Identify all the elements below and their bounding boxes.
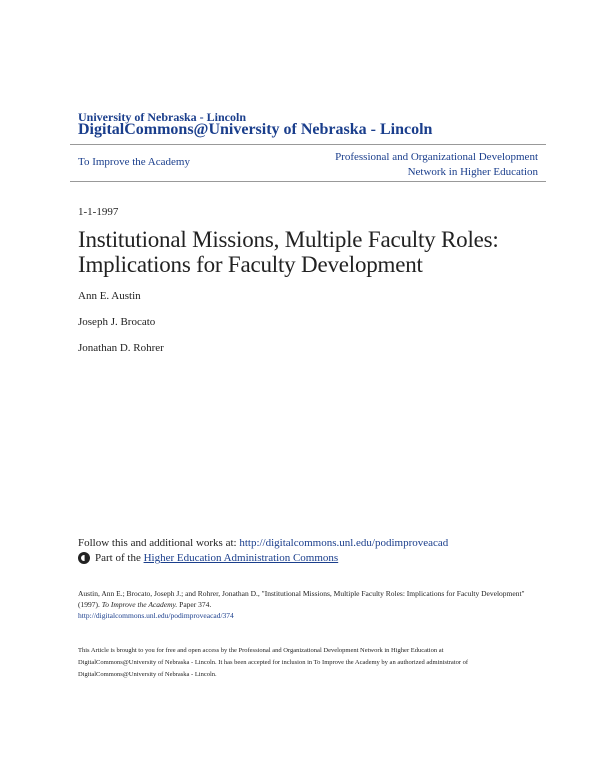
paper-title-line1: Institutional Missions, Multiple Faculty Roles: [78,227,499,252]
citation-url-link[interactable]: http://digitalcommons.unl.edu/podimproveacad/374 [78,611,234,620]
network-link-line1[interactable]: Professional and Organizational Development [335,151,538,163]
citation-paper-no: Paper 374. [179,600,212,609]
part-prefix: Part of the [95,552,141,564]
author-1: Ann E. Austin [78,290,141,302]
author-2: Joseph J. Brocato [78,316,156,328]
divider-bottom [70,181,546,182]
paper-title-line2: Implications for Faculty Development [78,252,423,277]
series-link[interactable]: To Improve the Academy [78,156,190,168]
follow-prefix: Follow this and additional works at: [78,537,240,549]
part-of-line [78,552,338,564]
commons-icon [78,552,90,564]
notice-line3: DigitalCommons@University of Nebraska - Lincoln. [78,671,217,678]
recommended-citation [78,588,528,621]
citation-text: Austin, Ann E.; Brocato, Joseph J.; and Rohrer, Jonathan D., "Institutional Missions, Multiple Faculty Roles: Implications for Faculty Development" (1997). [78,589,525,609]
network-link-line2[interactable]: Network in Higher Education [407,166,538,178]
follow-url-link[interactable]: http://digitalcommons.unl.edu/podimproveacad [239,537,449,549]
publication-date: 1-1-1997 [78,206,119,218]
notice-line1: This Article is brought to you for free and open access by the Professional and Organizational Development Network in Higher Education at [78,647,444,654]
commons-link[interactable]: Higher Education Administration Commons [143,552,339,564]
repository-link[interactable]: DigitalCommons@University of Nebraska - Lincoln [78,121,433,138]
divider-top [70,144,546,145]
notice-line2: DigitalCommons@University of Nebraska - Lincoln. It has been accepted for inclusion in To Improve the Academy by an authorized administrator of [78,659,469,666]
institution-link[interactable]: University of Nebraska - Lincoln [78,110,246,124]
access-notice [78,645,528,681]
follow-line [78,537,448,549]
paper-title [78,227,558,277]
author-3: Jonathan D. Rohrer [78,342,164,354]
network-link[interactable] [300,150,538,180]
citation-journal: To Improve the Academy. [101,600,178,609]
